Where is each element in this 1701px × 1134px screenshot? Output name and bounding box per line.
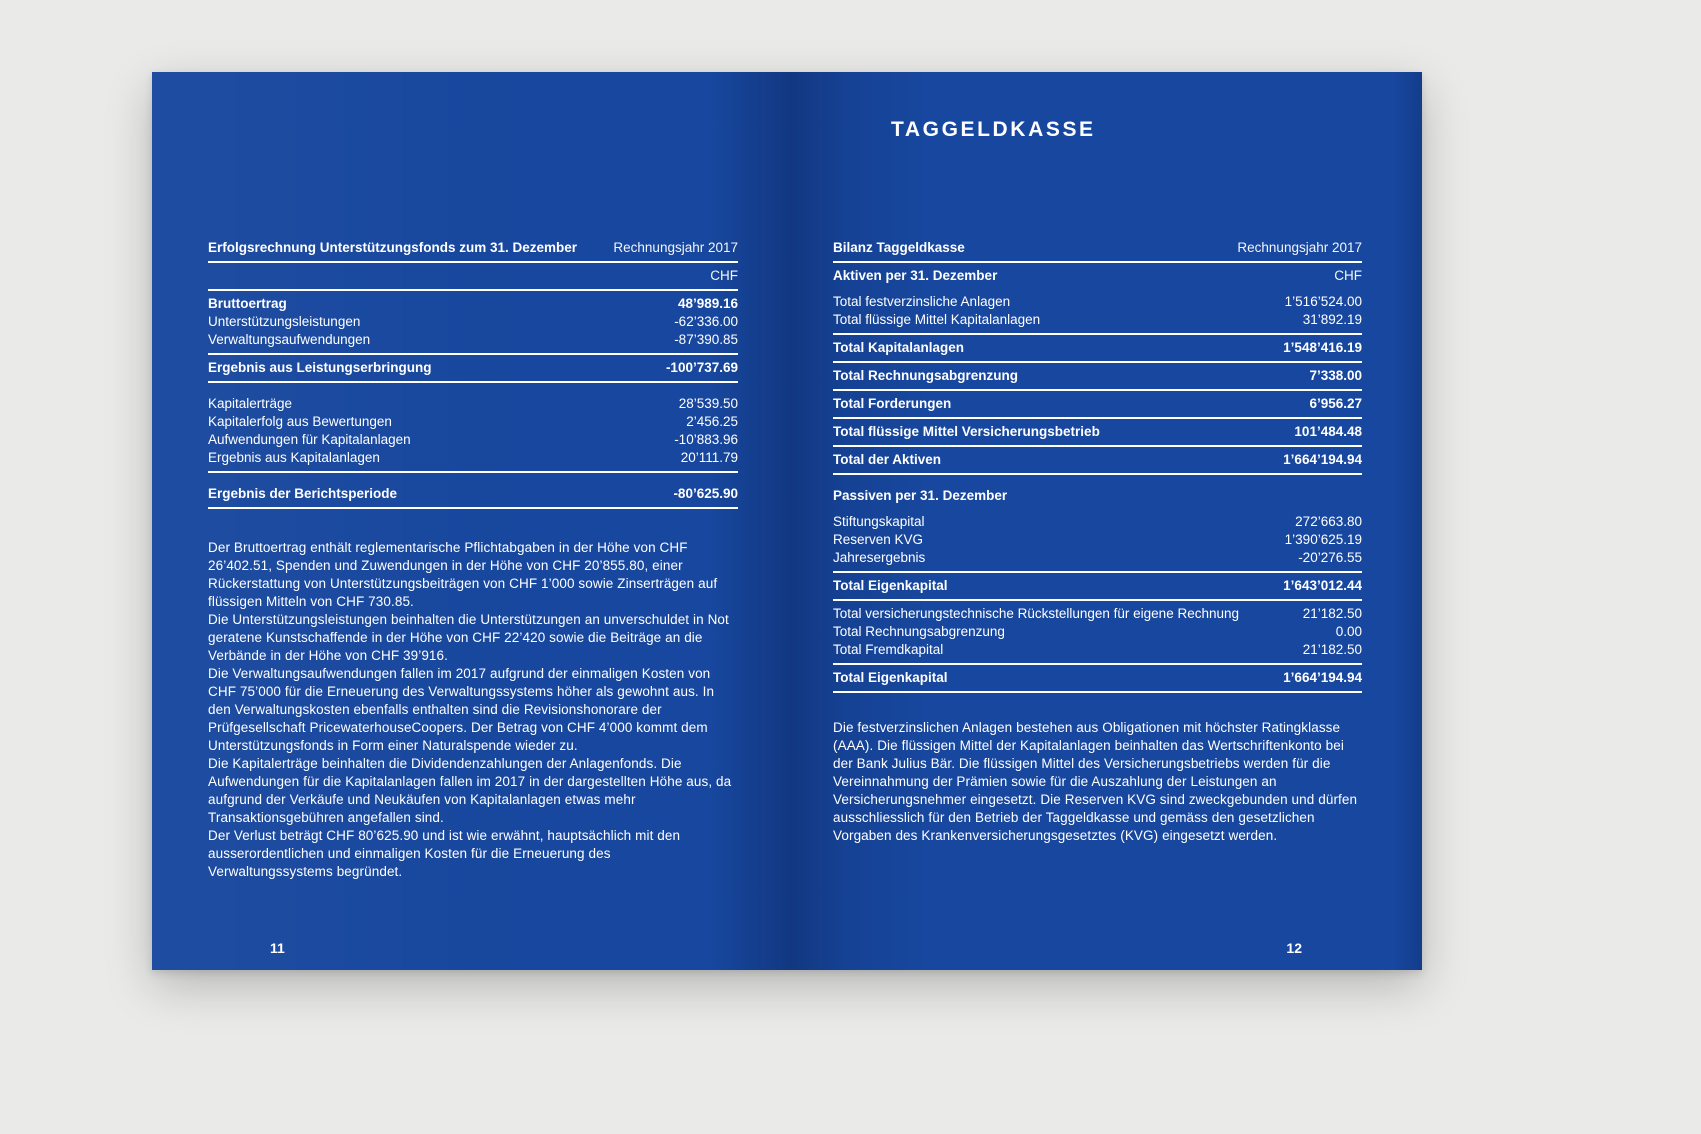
rule-divider: [208, 289, 738, 291]
row-value: -100’737.69: [665, 360, 738, 375]
row-value: -80’625.90: [673, 486, 738, 501]
page-number: 11: [270, 940, 285, 956]
row-value: -10’883.96: [674, 432, 738, 447]
currency-row: [208, 267, 738, 285]
rule-divider: [833, 261, 1362, 263]
table-row: [833, 641, 1362, 659]
section-header-row: [833, 267, 1362, 285]
table-row: [833, 395, 1362, 413]
row-value: 21’182.50: [1302, 642, 1362, 657]
table-row: [833, 531, 1362, 549]
table-row: [833, 605, 1362, 623]
aktiven-header: Aktiven per 31. Dezember: [833, 268, 998, 283]
table-row: [208, 485, 738, 503]
row-label: Reserven KVG: [833, 532, 924, 547]
note-paragraph: Die festverzinslichen Anlagen bestehen aus Obligationen mit höchster Ratingklasse (AAA). Die flüssigen Mittel der Kapitalanlagen beinhalten das Wertschriftenkonto bei der Bank Julius Bär. Die flüssigen Mittel des Versicherungsbetriebs werden für die Vereinnahmung der Prämien sowie für die Auszahlung der Leistungen an Versicherungsnehmer eingesetzt. Die Reserven KVG sind zweckgebunden und dürfen ausschliesslich für den Betrieb der Taggeldkasse und gemäss den gesetzlichen Vorgaben des Krankenversicherungsgesetztes (KVG) eingesetzt werden.: [833, 720, 1358, 843]
table-row: [208, 431, 738, 449]
rule-divider: [833, 571, 1362, 573]
table-row: [208, 449, 738, 467]
income-statement-table: [208, 239, 738, 509]
passiven-header: Passiven per 31. Dezember: [833, 488, 1008, 503]
table-row: [833, 339, 1362, 357]
rule-divider: [208, 353, 738, 355]
row-value: 1’390’625.19: [1284, 532, 1362, 547]
report-spread: [152, 72, 1422, 970]
spacer: [208, 387, 738, 395]
row-label: Total Eigenkapital: [833, 670, 948, 685]
row-value: 1’643’012.44: [1283, 578, 1362, 593]
table-row: [208, 395, 738, 413]
row-label: Jahresergebnis: [833, 550, 926, 565]
row-label: Aufwendungen für Kapitalanlagen: [208, 432, 411, 447]
note-paragraph: Die Unterstützungsleistungen beinhalten die Unterstützungen an unverschuldet in Not geratene Kunstschaffende in der Höhe von CHF 22’420 sowie die Beiträge an die Verbände in der Höhe von CHF 39’916.: [208, 612, 729, 663]
row-value: 272’663.80: [1295, 514, 1362, 529]
table-row: [208, 359, 738, 377]
rule-divider: [833, 333, 1362, 335]
table-row: [833, 311, 1362, 329]
note-paragraph: Die Verwaltungsaufwendungen fallen im 2017 aufgrund der einmaligen Kosten von CHF 75’000 für die Erneuerung des Verwaltungssystems höher als gewohnt aus. In den Verwaltungskosten ebenfalls enthalten sind die Revisionshonorare der Prüfgesellschaft PricewaterhouseCoopers. Der Betrag von CHF 4’000 kommt dem Unterstützungsfonds in Form einer Naturalspende wieder zu.: [208, 666, 715, 753]
table-row: [833, 513, 1362, 531]
rule-divider: [833, 417, 1362, 419]
spacer: [833, 505, 1362, 513]
row-label: Total festverzinsliche Anlagen: [833, 294, 1011, 309]
section-header-row: [833, 487, 1362, 505]
rule-divider: [208, 381, 738, 383]
row-label: Unterstützungsleistungen: [208, 314, 361, 329]
table-row: [208, 295, 738, 313]
spacer: [208, 477, 738, 485]
page-11: [152, 72, 786, 970]
table-title: Erfolgsrechnung Unterstützungsfonds zum 31. Dezember: [208, 240, 578, 255]
fiscal-year-label: Rechnungsjahr 2017: [613, 240, 738, 255]
table-row: [833, 293, 1362, 311]
notes-text-block: [208, 539, 738, 881]
table-row: [208, 413, 738, 431]
table-row: [833, 451, 1362, 469]
row-value: 21’182.50: [1302, 606, 1362, 621]
row-value: 2’456.25: [686, 414, 738, 429]
row-value: 101’484.48: [1294, 424, 1362, 439]
row-value: -87’390.85: [674, 332, 738, 347]
row-label: Total versicherungstechnische Rückstellungen für eigene Rechnung: [833, 606, 1239, 621]
row-label: Kapitalerfolg aus Bewertungen: [208, 414, 392, 429]
currency-label: CHF: [710, 268, 738, 283]
row-value: 1’516’524.00: [1284, 294, 1362, 309]
table-row: [208, 313, 738, 331]
row-label: Total Forderungen: [833, 396, 952, 411]
row-label: Bruttoertrag: [208, 296, 287, 311]
row-value: -20’276.55: [1298, 550, 1362, 565]
table-row: [833, 367, 1362, 385]
row-label: Ergebnis der Berichtsperiode: [208, 486, 398, 501]
balance-sheet-table: [833, 239, 1362, 693]
page-12: [786, 72, 1422, 970]
rule-divider: [208, 261, 738, 263]
row-value: 28’539.50: [678, 396, 738, 411]
fiscal-year-label: Rechnungsjahr 2017: [1237, 240, 1362, 255]
currency-label: CHF: [1334, 268, 1362, 283]
row-value: -62’336.00: [674, 314, 738, 329]
row-label: Total Fremdkapital: [833, 642, 944, 657]
row-value: 1’664’194.94: [1283, 452, 1362, 467]
row-label: Total Rechnungsabgrenzung: [833, 624, 1005, 639]
table-title: Bilanz Taggeldkasse: [833, 240, 965, 255]
rule-divider: [833, 389, 1362, 391]
row-label: Kapitalerträge: [208, 396, 293, 411]
notes-text-block: [833, 719, 1362, 845]
row-value: 1’548’416.19: [1283, 340, 1362, 355]
table-row: [833, 549, 1362, 567]
table-row: [208, 331, 738, 349]
row-label: Stiftungskapital: [833, 514, 925, 529]
rule-divider: [833, 599, 1362, 601]
table-row: [833, 577, 1362, 595]
page-title: TAGGELDKASSE: [891, 118, 1096, 141]
rule-divider: [833, 445, 1362, 447]
row-label: Ergebnis aus Kapitalanlagen: [208, 450, 380, 465]
rule-divider: [833, 691, 1362, 693]
table-header-row: [208, 239, 738, 257]
rule-divider: [833, 361, 1362, 363]
row-label: Ergebnis aus Leistungserbringung: [208, 360, 432, 375]
row-label: Total der Aktiven: [833, 452, 942, 467]
row-label: Total flüssige Mittel Kapitalanlagen: [833, 312, 1041, 327]
note-paragraph: Der Verlust beträgt CHF 80’625.90 und ist wie erwähnt, hauptsächlich mit den ausserordentlichen und einmaligen Kosten für die Erneuerung des Verwaltungssystems begründet.: [208, 828, 681, 879]
row-value: 0.00: [1335, 624, 1362, 639]
row-value: 20’111.79: [680, 450, 738, 465]
row-value: 6’956.27: [1309, 396, 1362, 411]
note-paragraph: Der Bruttoertrag enthält reglementarische Pflichtabgaben in der Höhe von CHF 26’402.51, Spenden und Zuwendungen in der Höhe von CHF 20’855.80, einer Rückerstattung von Unterstützungsbeiträgen von CHF 1’000 sowie Zinserträgen auf flüssigen Mitteln von CHF 730.85.: [208, 540, 718, 609]
rule-divider: [833, 473, 1362, 475]
table-header-row: [833, 239, 1362, 257]
row-value: 1’664’194.94: [1283, 670, 1362, 685]
row-label: Total Eigenkapital: [833, 578, 948, 593]
spacer: [833, 285, 1362, 293]
row-value: 31’892.19: [1302, 312, 1362, 327]
row-value: 48’989.16: [677, 296, 738, 311]
row-label: Verwaltungsaufwendungen: [208, 332, 371, 347]
page-number: 12: [1286, 940, 1302, 956]
table-row: [833, 669, 1362, 687]
table-row: [833, 423, 1362, 441]
rule-divider: [208, 471, 738, 473]
rule-divider: [833, 663, 1362, 665]
row-label: Total flüssige Mittel Versicherungsbetrieb: [833, 424, 1100, 439]
row-value: 7’338.00: [1309, 368, 1362, 383]
note-paragraph: Die Kapitalerträge beinhalten die Dividendenzahlungen der Anlagenfonds. Die Aufwendungen für die Kapitalanlagen fallen im 2017 in der dargestellten Höhe aus, da aufgrund der Verkäufe und Neukäufen von Kapitalanlagen etwas mehr Transaktionsgebühren angefallen sind.: [208, 756, 732, 825]
rule-divider: [208, 507, 738, 509]
row-label: Total Rechnungsabgrenzung: [833, 368, 1018, 383]
table-row: [833, 623, 1362, 641]
row-label: Total Kapitalanlagen: [833, 340, 965, 355]
